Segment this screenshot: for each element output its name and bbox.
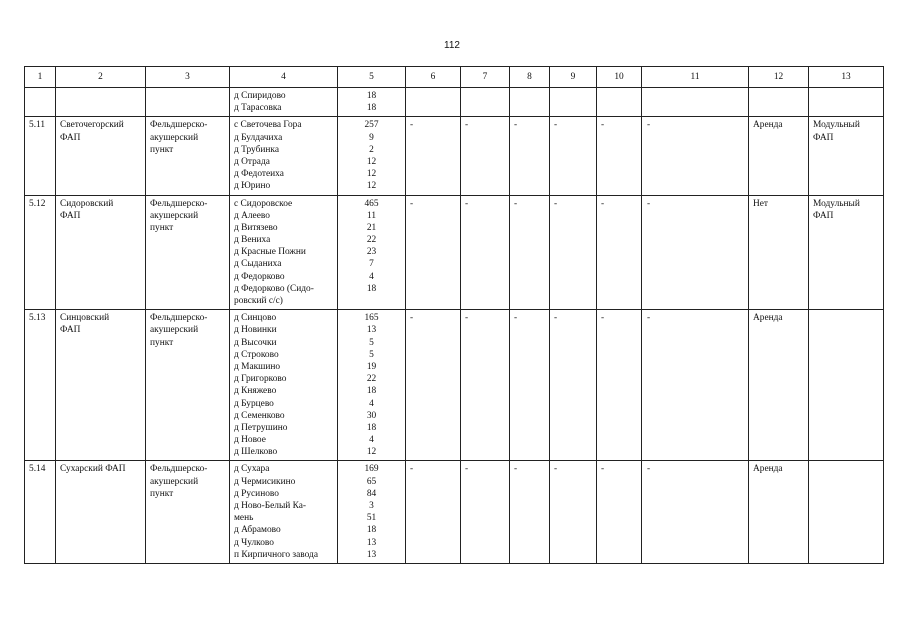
population-values-line: 7 [369, 259, 374, 270]
population-values [338, 461, 406, 564]
cell-c8: - [510, 117, 550, 195]
population-values-line: 18 [366, 386, 377, 397]
table-row [25, 195, 884, 310]
locations-line: д Федорково [234, 271, 285, 282]
locations-line: д Федотеиха [234, 169, 284, 180]
planned-type [809, 195, 884, 310]
locations-line: д Григорково [234, 374, 287, 385]
table-row [25, 310, 884, 461]
facility-type-line: Фельдшерско- [150, 120, 208, 131]
facility-type [146, 461, 230, 564]
table-body [25, 67, 884, 564]
locations-line: д Сухара [234, 464, 270, 475]
population-values [338, 195, 406, 310]
population-values-line: 12 [366, 169, 377, 180]
cell-c10: - [597, 310, 642, 461]
locations-line: мень [234, 513, 254, 524]
facility-name [56, 117, 146, 195]
facilities-table [24, 66, 884, 564]
row-number: 5.13 [25, 310, 56, 461]
population-values-line: 12 [366, 156, 377, 167]
locations [230, 310, 338, 461]
column-header-7: 7 [461, 67, 510, 88]
population-values-line: 22 [366, 374, 377, 385]
locations-line: с Сидоровское [234, 198, 293, 209]
locations-line: д Абрамово [234, 525, 281, 536]
column-header-10: 10 [597, 67, 642, 88]
locations-line: д Новое [234, 435, 266, 446]
cell-c6: - [406, 461, 461, 564]
cell-c10: - [597, 461, 642, 564]
population-values-line: 5 [369, 349, 374, 360]
population-values-line: 22 [366, 235, 377, 246]
population-values-line: 11 [366, 210, 377, 221]
column-header-11: 11 [642, 67, 749, 88]
column-header-row [25, 67, 884, 88]
cell-c7: - [461, 195, 510, 310]
premises-status: Аренда [749, 461, 809, 564]
cell-c11: - [642, 117, 749, 195]
facility-type [146, 195, 230, 310]
population-values-line: 12 [366, 447, 377, 458]
cell-c7: - [461, 461, 510, 564]
cell-c9 [550, 88, 597, 117]
locations-line: д Новинки [234, 325, 277, 336]
locations-line: д Шелково [234, 447, 278, 458]
facility-type-line: пункт [150, 488, 174, 499]
table-row [25, 117, 884, 195]
population-values-line: 19 [366, 361, 377, 372]
premises-status: Нет [749, 195, 809, 310]
population-values-line: 30 [366, 410, 377, 421]
population-values-line: 51 [366, 513, 377, 524]
cell-c7: - [461, 310, 510, 461]
population-values-line: 13 [366, 549, 377, 560]
locations [230, 88, 338, 117]
locations-line: д Спиридово [234, 91, 286, 101]
locations-line: д Бурцево [234, 398, 274, 409]
cell-c8: - [510, 461, 550, 564]
row-number [25, 88, 56, 117]
facility-type-line: Фельдшерско- [150, 464, 208, 475]
locations-line: д Русиново [234, 488, 279, 499]
facility-type-line: акушерский [150, 325, 199, 336]
population-values-line: 23 [366, 247, 377, 258]
population-values-line: 165 [364, 313, 379, 324]
facility-name-line: ФАП [60, 325, 81, 336]
column-header-5: 5 [338, 67, 406, 88]
locations-line: ровский с/с) [234, 296, 283, 306]
locations-line: д Синцово [234, 313, 277, 324]
cell-c9: - [550, 195, 597, 310]
facility-name-line: ФАП [60, 210, 81, 221]
row-number: 5.12 [25, 195, 56, 310]
column-header-12: 12 [749, 67, 809, 88]
locations [230, 461, 338, 564]
cell-c6: - [406, 310, 461, 461]
facility-type [146, 117, 230, 195]
table-row [25, 461, 884, 564]
population-values-line: 465 [364, 198, 379, 209]
cell-c9: - [550, 310, 597, 461]
population-values-line: 169 [364, 464, 379, 475]
population-values-line: 18 [366, 91, 377, 101]
population-values [338, 88, 406, 117]
population-values-line: 18 [366, 283, 377, 294]
facility-name [56, 195, 146, 310]
locations-line: д Княжево [234, 386, 277, 397]
planned-type [809, 310, 884, 461]
row-number: 5.11 [25, 117, 56, 195]
cell-c6: - [406, 195, 461, 310]
planned-type [809, 88, 884, 117]
locations-line: д Трубинка [234, 144, 279, 155]
planned-type-line: ФАП [813, 132, 834, 143]
population-values-line: 18 [366, 422, 377, 433]
population-values [338, 117, 406, 195]
facility-type-line: акушерский [150, 132, 199, 143]
population-values-line: 12 [366, 181, 377, 192]
facility-type [146, 88, 230, 117]
cell-c8: - [510, 310, 550, 461]
cell-c11: - [642, 310, 749, 461]
column-header-6: 6 [406, 67, 461, 88]
column-header-1: 1 [25, 67, 56, 88]
population-values-line: 3 [369, 501, 374, 511]
locations-line: д Федорково (Сидо- [234, 283, 314, 294]
facility-name-line: Светочегорский [60, 120, 124, 131]
locations-line: д Чулково [234, 537, 274, 548]
population-values-line: 9 [369, 132, 374, 143]
locations-line: д Ново-Белый Ка- [234, 501, 307, 511]
locations-line: д Чермисикино [234, 476, 296, 487]
cell-c10: - [597, 117, 642, 195]
cell-c11: - [642, 195, 749, 310]
locations [230, 195, 338, 310]
population-values-line: 21 [366, 222, 377, 233]
locations-line: п Кирпичного завода [234, 549, 318, 560]
facility-type-line: акушерский [150, 210, 199, 221]
locations-line: д Сыданиха [234, 259, 282, 270]
population-values [338, 310, 406, 461]
planned-type [809, 461, 884, 564]
cell-c9: - [550, 461, 597, 564]
locations-line: с Светочева Гора [234, 120, 302, 131]
locations-line: д Высочки [234, 337, 277, 348]
population-values-line: 13 [366, 325, 377, 336]
page-number: 112 [444, 40, 460, 51]
facility-name-line: Сухарский ФАП [60, 464, 126, 475]
column-header-2: 2 [56, 67, 146, 88]
population-values-line: 257 [364, 120, 379, 131]
population-values-line: 18 [366, 525, 377, 536]
population-values-line: 84 [366, 488, 377, 499]
premises-status: Аренда [749, 117, 809, 195]
cell-c8: - [510, 195, 550, 310]
locations-line: д Строково [234, 349, 279, 360]
planned-type-line: Модульный [813, 120, 860, 131]
cell-c6: - [406, 117, 461, 195]
premises-status: Аренда [749, 310, 809, 461]
locations-line: д Юрино [234, 181, 271, 192]
facility-type [146, 310, 230, 461]
facility-name [56, 310, 146, 461]
column-header-9: 9 [550, 67, 597, 88]
population-values-line [342, 295, 401, 307]
population-values-line: 2 [369, 144, 374, 155]
planned-type-line: ФАП [813, 210, 834, 221]
column-header-3: 3 [146, 67, 230, 88]
cell-c8 [510, 88, 550, 117]
facility-type-line: Фельдшерско- [150, 198, 208, 209]
population-values-line: 18 [366, 103, 377, 114]
planned-type [809, 117, 884, 195]
table-row [25, 88, 884, 117]
cell-c7: - [461, 117, 510, 195]
cell-c6 [406, 88, 461, 117]
column-header-13: 13 [809, 67, 884, 88]
row-number: 5.14 [25, 461, 56, 564]
facility-type-line: пункт [150, 222, 174, 233]
locations-line: д Макшино [234, 361, 281, 372]
cell-c11: - [642, 461, 749, 564]
cell-c7 [461, 88, 510, 117]
population-values-line: 13 [366, 537, 377, 548]
cell-c11 [642, 88, 749, 117]
facility-type-line: Фельдшерско- [150, 313, 208, 324]
facility-type-line: акушерский [150, 476, 199, 487]
cell-c10: - [597, 195, 642, 310]
locations-line: д Вениха [234, 235, 271, 246]
cell-c9: - [550, 117, 597, 195]
population-values-line: 4 [369, 271, 374, 282]
facility-name [56, 88, 146, 117]
locations-line: д Отрада [234, 156, 270, 167]
facility-name-line: Синцовский [60, 313, 110, 324]
population-values-line: 5 [369, 337, 374, 348]
cell-c10 [597, 88, 642, 117]
locations-line: д Булдачиха [234, 132, 283, 143]
locations-line: д Алеево [234, 210, 270, 221]
column-header-4: 4 [230, 67, 338, 88]
locations-line: д Витязево [234, 222, 278, 233]
premises-status [749, 88, 809, 117]
locations [230, 117, 338, 195]
facility-name-line: Сидоровский [60, 198, 114, 209]
locations-line: д Семенково [234, 410, 285, 421]
facility-type-line: пункт [150, 144, 174, 155]
locations-line: д Тарасовка [234, 103, 282, 114]
population-values-line: 4 [369, 435, 374, 446]
population-values-line: 65 [366, 476, 377, 487]
locations-line: д Красные Пожни [234, 247, 306, 258]
planned-type-line: Модульный [813, 198, 860, 209]
locations-line: д Петрушино [234, 422, 288, 433]
facility-name [56, 461, 146, 564]
facility-type-line: пункт [150, 337, 174, 348]
facility-name-line: ФАП [60, 132, 81, 143]
column-header-8: 8 [510, 67, 550, 88]
population-values-line: 4 [369, 398, 374, 409]
